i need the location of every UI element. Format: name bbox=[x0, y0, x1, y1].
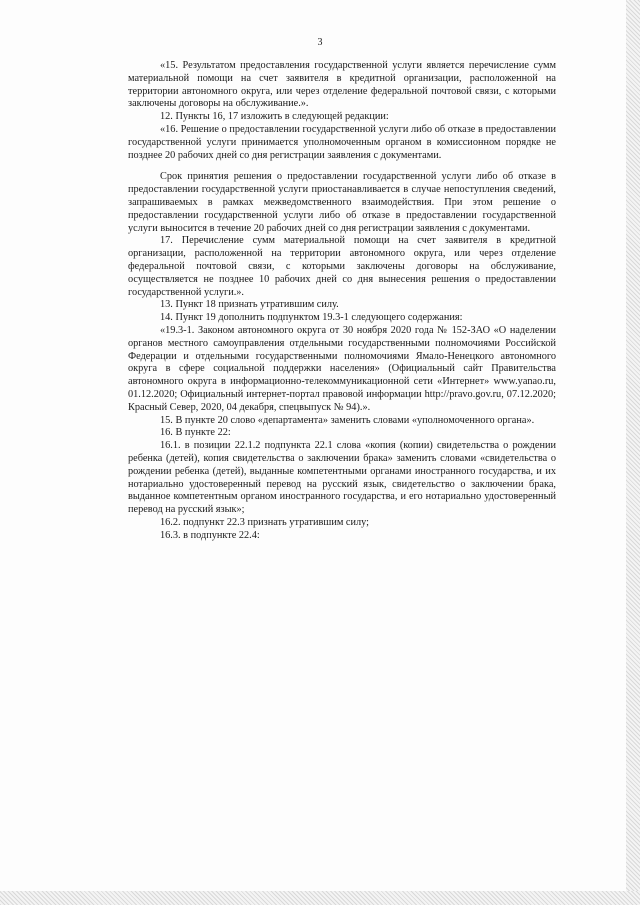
paragraph-14-supplement: 14. Пункт 19 дополнить подпунктом 19.3-1 следующего содержания: bbox=[160, 312, 463, 324]
paragraph-17-transfer: 17. Перечисление сумм материальной помощи на счет заявителя в кредитной организации, расположенной на территории автономного округа, или через отделение федеральной почтовой связи, с которыми заключены договоры на обслуживание, осуществляется не позднее 10 рабочих дней со дня вынесения решения о предоставлении государственной услуги.». bbox=[128, 235, 556, 298]
paragraph-decision-term: Срок принятия решения о предоставлении государственной услуги либо об отказе в предоставлении государственной услуги приостанавливается в случае непоступления сведений, запрашиваемых в рамках межведомственного взаимодействия. При этом решение о предоставлении государственной услуги либо об отказе в предоставлении государственной услуги выносится в течение 20 рабочих дней со дня регистрации заявления с документами. bbox=[128, 171, 556, 234]
paragraph-19-3-1-law: «19.3-1. Законом автономного округа от 30 ноября 2020 года № 152-ЗАО «О наделении органов местного самоуправления отдельными государственными полномочиями Российской Федерации и отдельными государственными полномочиями Ямало-Ненецкого автономного округа в сфере социальной поддержки населения» (Официальный сайт Правительства автономного округа в информационно-телекоммуникационной сети «Интернет» www.yanao.ru, 01.12.2020; Официальный интернет-портал правовой информации http://pravo.gov.ru, 07.12.2020; Красный Север, 2020, 04 декабря, спецвыпуск № 94).». bbox=[128, 324, 556, 413]
paragraph-16-2: 16.2. подпункт 22.3 признать утратившим силу; bbox=[160, 516, 370, 528]
paragraph-15-result: «15. Результатом предоставления государственной услуги является перечисление сумм материальной помощи на счет заявителя в кредитной организации, расположенной на территории автономного округа, или через отделение федеральной почтовой связи, с которыми заключены договоры на обслуживание.». bbox=[128, 60, 556, 110]
document-body bbox=[128, 60, 556, 542]
page-number: 3 bbox=[317, 37, 323, 48]
paragraph-16-1: 16.1. в позиции 22.1.2 подпункта 22.1 слова «копия (копии) свидетельства о рождении ребенка (детей), копия свидетельства о заключении брака» заменить словами «свидетельства о рождении ребенка (детей), выданные компетентными органами иностранного государства, и их нотариально удостоверенный перевод на русский язык, свидетельство о заключении брака, выданное компетентным органом иностранного государства, и его нотариально удостоверенный перевод на русский язык»; bbox=[128, 440, 556, 516]
scan-edge-bottom bbox=[0, 891, 640, 905]
paragraph-16-decision: «16. Решение о предоставлении государственной услуги либо об отказе в предоставлении государственной услуги принимается уполномоченным органом в комиссионном порядке не позднее 20 рабочих дней со дня регистрации заявления с документами. bbox=[128, 123, 556, 161]
paragraph-15-replace: 15. В пункте 20 слово «департамента» заменить словами «уполномоченного органа». bbox=[160, 414, 535, 426]
paragraph-13-repeal: 13. Пункт 18 признать утратившим силу. bbox=[160, 299, 339, 311]
scan-edge-right bbox=[626, 0, 640, 905]
paragraph-12-amend: 12. Пункты 16, 17 изложить в следующей редакции: bbox=[160, 111, 389, 123]
paragraph-16-point-22: 16. В пункте 22: bbox=[160, 427, 231, 439]
paragraph-16-3: 16.3. в подпункте 22.4: bbox=[160, 529, 260, 541]
